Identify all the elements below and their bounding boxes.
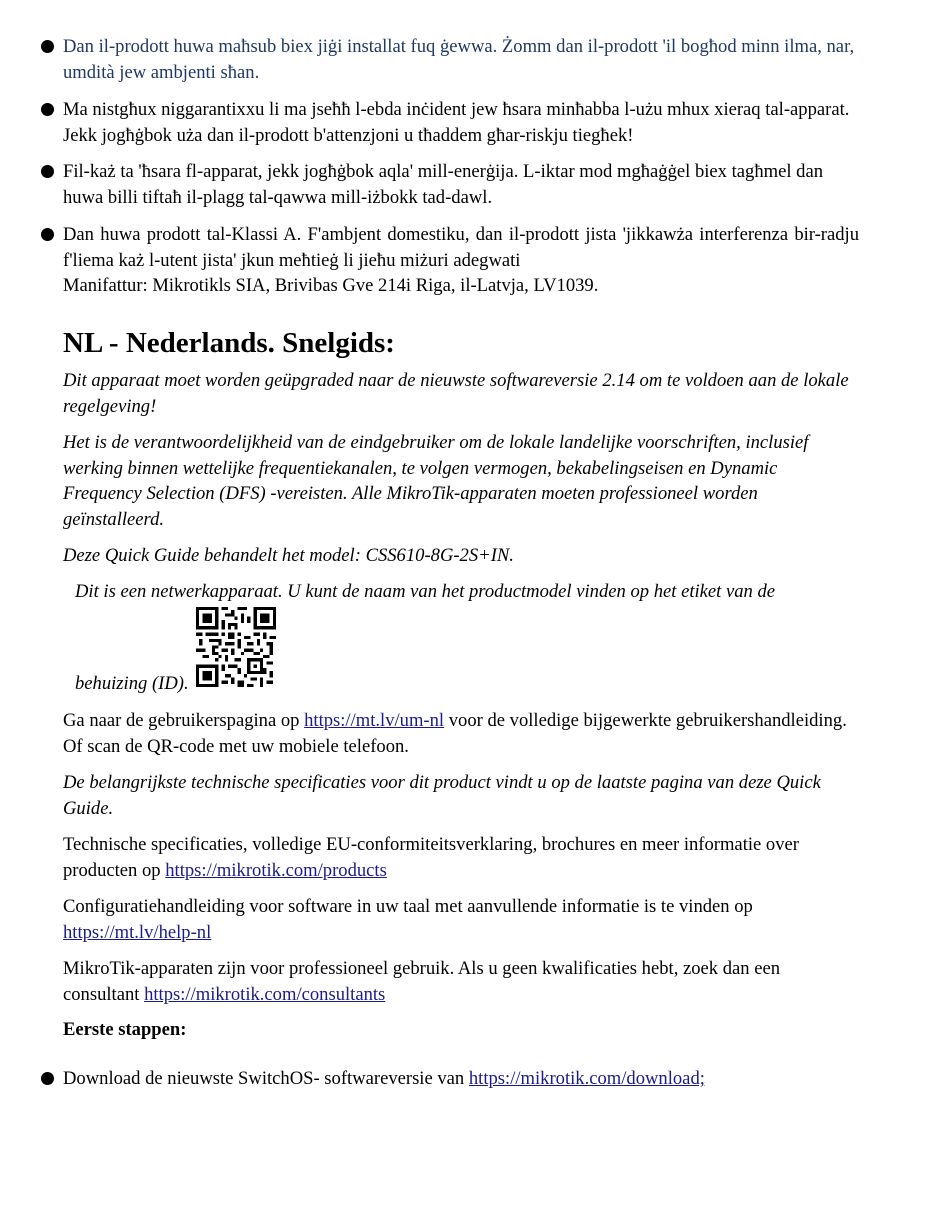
section-heading: NL - Nederlands. Snelgids: xyxy=(63,327,395,359)
specs-note: De belangrijkste technische specificaties voor dit product vindt u op de laatste pagina van deze Quick Guide. xyxy=(63,772,821,819)
network-device-line-end: behuizing (ID). xyxy=(75,673,189,694)
products-paragraph xyxy=(63,832,859,883)
list-item-text: Fil-każ ta 'ħsara fl-apparat, jekk jogħġbok aqla' mill-enerġija. L-iktar mod mgħaġġel biex tagħmel dan huwa billi tiftaħ il-plagg tal-qawwa mill-iżbokk tad-dawl. xyxy=(63,161,824,208)
user-page-paragraph xyxy=(63,708,859,759)
qr-code-icon xyxy=(196,607,276,687)
download-text: Download de nieuwste SwitchOS- softwareversie van xyxy=(63,1068,469,1089)
responsibility-paragraph: Het is de verantwoordelijkheid van de eindgebruiker om de lokale landelijke voorschriften, inclusief werking binnen wettelijke frequentiekanalen, te volgen vermogen, bekabelingseisen en Dynamic Frequency Selection (DFS) -vereisten. Alle MikroTik-apparaten moeten professioneel worden geïnstalleerd. xyxy=(63,432,809,530)
network-device-line: Dit is een netwerkapparaat. U kunt de naam van het productmodel vinden op het etiket van de xyxy=(75,581,776,602)
bullet-icon xyxy=(41,228,54,241)
list-item-text: Dan huwa prodott tal-Klassi A. F'ambjent domestiku, dan il-prodott jista 'jikkawża interferenza bir-radju f'liema każ l-utent jista' jkun meħtieġ li jieħu miżuri adegwati xyxy=(63,224,859,271)
list-item xyxy=(63,222,859,299)
consultants-link[interactable]: https://mikrotik.com/consultants xyxy=(144,983,386,1005)
list-item xyxy=(63,159,859,210)
list-item xyxy=(63,97,859,148)
user-page-text-end: voor de volledige bijgewerkte gebruikershandleiding. Of scan de QR-code met uw mobiele telefoon. xyxy=(63,710,847,757)
model-paragraph: Deze Quick Guide behandelt het model: CSS610-8G-2S+IN. xyxy=(63,545,514,566)
config-paragraph xyxy=(63,894,763,945)
bullet-icon xyxy=(41,165,54,178)
list-item-text: Dan il-prodott huwa maħsub biex jiġi installat fuq ġewwa. Żomm dan il-prodott 'il bogħod minn ilma, nar, umdità jew ambjenti sħan. xyxy=(63,36,855,83)
user-page-text: Ga naar de gebruikerspagina op xyxy=(63,710,305,731)
list-item-text: Ma nistgħux niggarantixxu li ma jseħħ l-ebda inċident jew ħsara minħabba l-użu mhux xieraq tal-apparat. Jekk jogħġbok uża dan il-prodott b'attenzjoni u tħaddem għar-riskju tiegħek! xyxy=(63,99,850,146)
bullet-icon xyxy=(41,103,54,116)
user-manual-link[interactable]: https://mt.lv/um-nl xyxy=(304,710,445,731)
consultants-text: MikroTik-apparaten zijn voor professioneel gebruik. Als u geen kwalificaties hebt, zoek dan een consultant xyxy=(63,958,781,1005)
list-item xyxy=(63,34,859,85)
products-link[interactable]: https://mikrotik.com/products xyxy=(165,859,387,881)
bullet-icon xyxy=(41,40,54,53)
bullet-icon xyxy=(41,1072,54,1085)
download-link[interactable]: https://mikrotik.com/download; xyxy=(468,1068,705,1089)
list-item xyxy=(63,1066,859,1092)
help-link[interactable]: https://mt.lv/help-nl xyxy=(63,921,212,943)
first-steps-heading: Eerste stappen: xyxy=(63,1019,187,1040)
products-text: Technische specificaties, volledige EU-conformiteitsverklaring, brochures en meer informatie over producten op xyxy=(63,834,799,881)
upgrade-notice: Dit apparaat moet worden geüpgraded naar de nieuwste softwareversie 2.14 om te voldoen aan de lokale regelgeving! xyxy=(63,370,849,417)
consultants-paragraph xyxy=(63,956,859,1007)
manufacturer-text: Manifattur: Mikrotikls SIA, Brivibas Gve 214i Riga, il-Latvja, LV1039. xyxy=(63,275,599,296)
config-text: Configuratiehandleiding voor software in uw taal met aanvullende informatie is te vinden op xyxy=(63,896,753,917)
